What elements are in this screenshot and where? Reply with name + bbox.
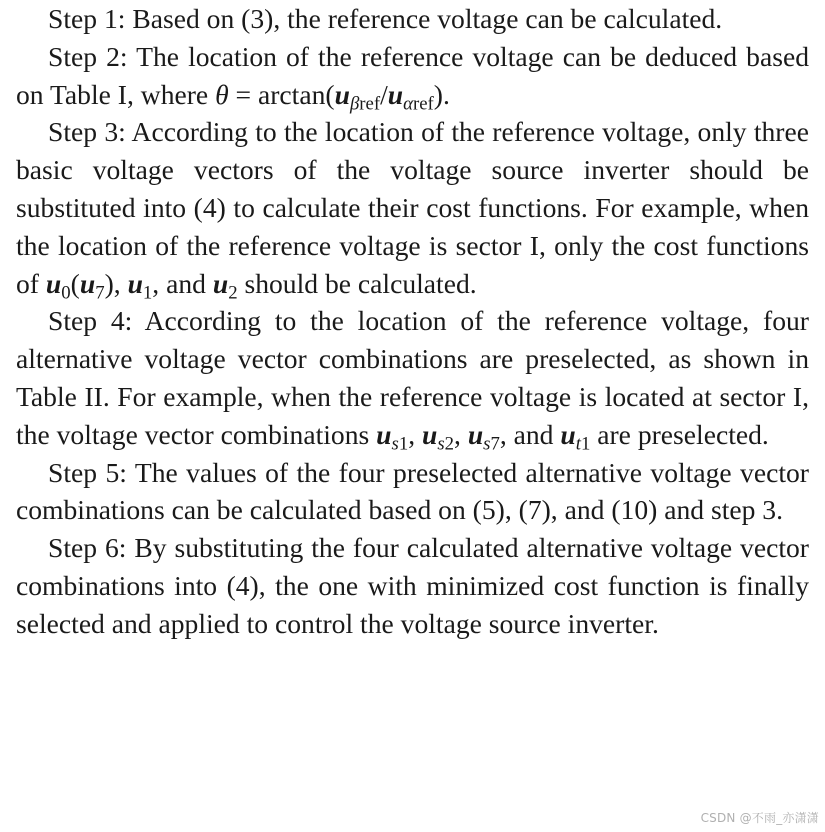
vector-symbol: u — [212, 267, 229, 299]
subscript: s1 — [391, 433, 409, 455]
vector-symbol: u — [387, 78, 404, 110]
paragraph-step-6 — [16, 529, 809, 642]
text-segment: = arctan( — [228, 78, 335, 110]
vector-symbol: u — [376, 418, 392, 450]
vector-symbol: u — [127, 267, 143, 299]
subscript: 2 — [228, 281, 238, 303]
text-segment: should be calculated. — [237, 267, 477, 299]
text-segment: , — [454, 418, 468, 450]
math-symbol: θ — [215, 78, 229, 110]
vector-symbol: u — [560, 418, 576, 450]
text-segment: ), — [104, 267, 128, 299]
paragraph-step-3 — [16, 113, 809, 302]
vector-symbol: u — [45, 267, 62, 299]
vector-symbol: u — [79, 267, 96, 299]
paragraph-step-5 — [16, 454, 809, 530]
text-segment: , — [408, 418, 422, 450]
subscript: t1 — [575, 433, 591, 455]
paragraph-step-4 — [16, 302, 809, 453]
subscript: αref — [403, 92, 434, 114]
text-segment: Step 3: According to the location of the reference voltage, only three basic voltage vectors of the voltage source inverter should be substituted into (4) to calculate their cost functions. For example, when the location of the reference voltage is sector I, only the cost functions of — [16, 116, 809, 299]
subscript-italic: t — [575, 433, 581, 455]
text-segment: , and — [499, 418, 561, 450]
text-segment: are preselected. — [590, 418, 769, 450]
vector-symbol: u — [421, 418, 438, 450]
vector-symbol: u — [334, 78, 350, 110]
paragraph-step-1 — [16, 0, 809, 38]
text-segment: / — [380, 78, 388, 110]
document-body — [16, 0, 809, 643]
subscript-italic: s — [483, 433, 491, 455]
text-segment: Step 2: The location of the reference voltage can be deduced based on Table I, where — [16, 40, 809, 110]
subscript: 7 — [95, 281, 105, 303]
text-segment: Step 5: The values of the four preselected alternative voltage vector combinations can be calculated based on (5), (7), and (10) and step 3. — [16, 456, 809, 526]
subscript: βref — [349, 92, 381, 114]
subscript: s2 — [437, 433, 455, 455]
text-segment: Step 4: According to the location of the reference voltage, four alternative voltage vector combinations are preselected, as shown in Table II. For example, when the reference voltage is located at sector I, the voltage vector combinations — [16, 305, 809, 450]
text-segment: ). — [433, 78, 450, 110]
text-segment: , and — [152, 267, 213, 299]
csdn-watermark: CSDN @不雨_亦潇潇 — [700, 811, 819, 825]
subscript: 0 — [61, 281, 71, 303]
text-segment: Step 1: Based on (3), the reference voltage can be calculated. — [48, 3, 723, 34]
subscript-italic: α — [403, 92, 413, 114]
text-segment: ( — [70, 267, 80, 299]
text-segment: Step 6: By substituting the four calculated alternative voltage vector combinations into (4), the one with minimized cost function is finally selected and applied to control the voltage source inverter. — [16, 532, 809, 639]
subscript-italic: s — [437, 433, 445, 455]
vector-symbol: u — [467, 418, 484, 450]
paragraph-step-2 — [16, 38, 809, 114]
subscript: 1 — [142, 281, 153, 303]
subscript-italic: β — [349, 92, 360, 114]
subscript-italic: s — [391, 433, 399, 455]
subscript: s7 — [483, 433, 500, 455]
